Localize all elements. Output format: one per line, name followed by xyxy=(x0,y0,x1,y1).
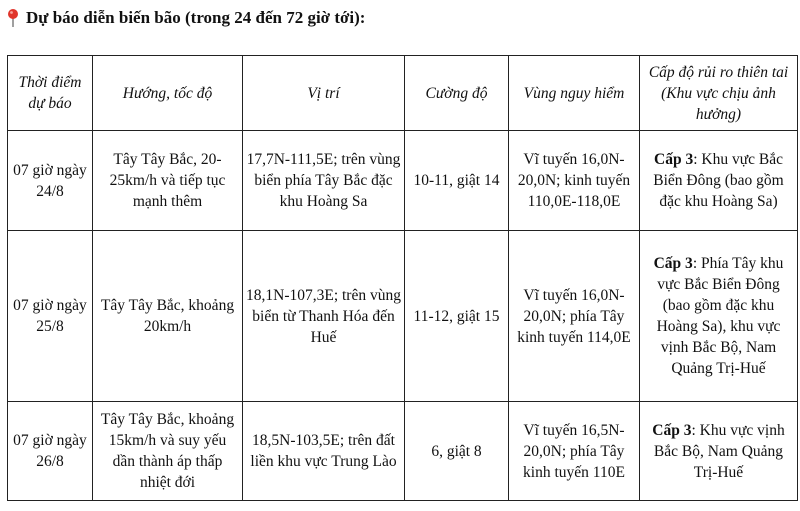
risk-level-label: Cấp 3 xyxy=(652,421,692,439)
cell-danger-zone: Vĩ tuyến 16,0N-20,0N; kinh tuyến 110,0E-118,0E xyxy=(509,131,640,231)
header-position: Vị trí xyxy=(243,56,405,131)
cell-time: 07 giờ ngày 26/8 xyxy=(8,402,93,501)
header-direction: Hướng, tốc độ xyxy=(93,56,243,131)
cell-position: 18,5N-103,5E; trên đất liền khu vực Trung Lào xyxy=(243,402,405,501)
cell-time: 07 giờ ngày 25/8 xyxy=(8,231,93,402)
cell-position: 18,1N-107,3E; trên vùng biển từ Thanh Hóa đến Huế xyxy=(243,231,405,402)
cell-danger-zone: Vĩ tuyến 16,0N-20,0N; phía Tây kinh tuyến 114,0E xyxy=(509,231,640,402)
cell-position: 17,7N-111,5E; trên vùng biển phía Tây Bắc đặc khu Hoàng Sa xyxy=(243,131,405,231)
table-row xyxy=(8,131,798,231)
cell-time: 07 giờ ngày 24/8 xyxy=(8,131,93,231)
table-header-row xyxy=(8,56,798,131)
risk-area-text: : Phía Tây khu vực Bắc Biển Đông (bao gồm đặc khu Hoàng Sa), khu vực vịnh Bắc Bộ, Nam Quảng Trị-Huế xyxy=(656,255,784,377)
header-time: Thời điểm dự báo xyxy=(8,56,93,131)
heading-text: Dự báo diễn biến bão (trong 24 đến 72 giờ tới): xyxy=(26,8,366,27)
cell-risk xyxy=(640,402,798,501)
cell-intensity: 6, giật 8 xyxy=(405,402,509,501)
cell-direction: Tây Tây Bắc, khoảng 20km/h xyxy=(93,231,243,402)
header-risk-level: Cấp độ rủi ro thiên tai (Khu vực chịu ảnh hưởng) xyxy=(640,56,798,131)
table-row xyxy=(8,402,798,501)
risk-level-label: Cấp 3 xyxy=(654,151,694,168)
header-danger-zone: Vùng nguy hiểm xyxy=(509,56,640,131)
risk-area-text: : Khu vực vịnh Bắc Bộ, Nam Quảng Trị-Huế xyxy=(653,421,785,481)
risk-level-label: Cấp 3 xyxy=(653,255,693,272)
cell-intensity: 10-11, giật 14 xyxy=(405,131,509,231)
cell-risk xyxy=(640,231,798,402)
cell-intensity: 11-12, giật 15 xyxy=(405,231,509,402)
cell-danger-zone: Vĩ tuyến 16,5N-20,0N; phía Tây kinh tuyến 110E xyxy=(509,402,640,501)
cell-risk xyxy=(640,131,798,231)
forecast-table xyxy=(7,55,798,501)
table-row xyxy=(8,231,798,402)
cell-direction: Tây Tây Bắc, 20-25km/h và tiếp tục mạnh thêm xyxy=(93,131,243,231)
cell-direction: Tây Tây Bắc, khoảng 15km/h và suy yếu dần thành áp thấp nhiệt đới xyxy=(93,402,243,501)
header-intensity: Cường độ xyxy=(405,56,509,131)
risk-area-text: : Khu vực Bắc Biển Đông (bao gồm đặc khu Hoàng Sa) xyxy=(653,151,784,210)
location-pin-icon xyxy=(6,8,20,28)
forecast-heading xyxy=(6,8,365,28)
